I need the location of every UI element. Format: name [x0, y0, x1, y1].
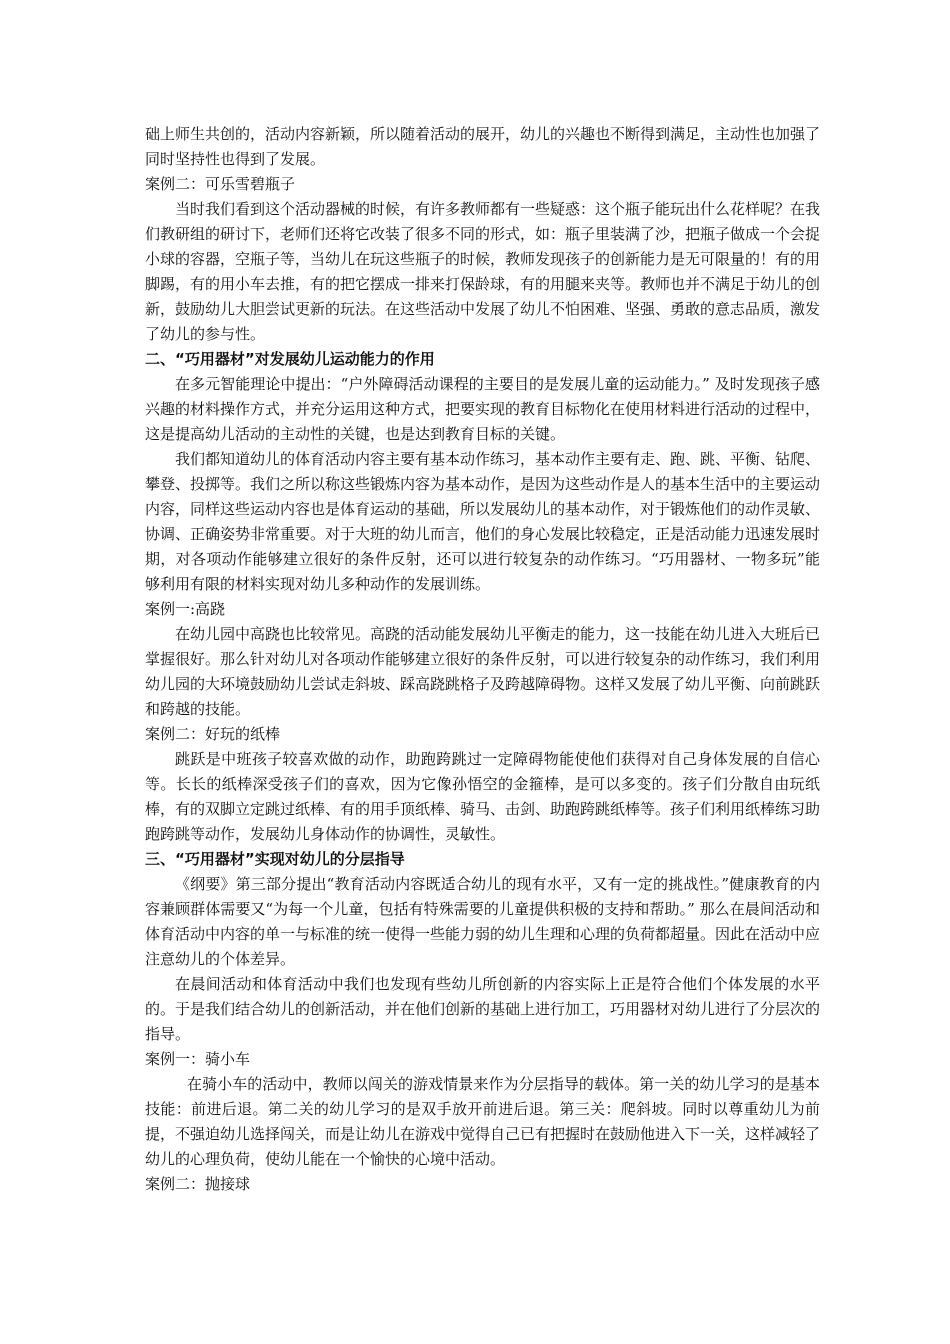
section-heading-3: 三、“巧用器材”实现对幼儿的分层指导 — [145, 850, 405, 868]
paragraph-riding-car: 在骑小车的活动中，教师以闯关的游戏情景来作为分层指导的载体。第一关的幼儿学习的是基本技能：前进后退。第二关的幼儿学习的是双手放开前进后退。第三关：爬斜坡。同时以尊重幼儿为前提，不强迫幼儿选择闯关，而是让幼儿在游戏中觉得自己已有把握时在鼓励他进入下一关，这样减轻了幼儿的心理负荷，使幼儿能在一个愉快的心境中活动。 — [145, 1075, 821, 1168]
case-heading-cola-bottles: 案例二：可乐雪碧瓶子 — [145, 175, 296, 193]
paragraph-intro-continuation: 础上师生共创的，活动内容新颖，所以随着活动的展开，幼儿的兴趣也不断得到满足，主动性也加强了同时坚持性也得到了发展。 — [145, 125, 821, 168]
document-page — [145, 122, 820, 1197]
case-heading-riding-car: 案例一：骑小车 — [145, 1050, 251, 1068]
paragraph-guidelines: 《纲要》第三部分提出“教育活动内容既适合幼儿的现有水平，又有一定的挑战性。”健康教育的内容兼顾群体需要又“为每一个儿童，包括有特殊需要的儿童提供积极的支持和帮助。” 那么在晨间活动和体育活动中内容的单一与标准的统一使得一些能力弱的幼儿生理和心理的负荷都超量。因此在活动中应注意幼儿的个体差异。 — [145, 875, 821, 968]
paragraph-individual-differences: 在晨间活动和体育活动中我们也发现有些幼儿所创新的内容实际上正是符合他们个体发展的水平的。于是我们结合幼儿的创新活动，并在他们创新的基础上进行加工，巧用器材对幼儿进行了分层次的指导。 — [145, 975, 821, 1043]
case-heading-stilts: 案例一:高跷 — [145, 600, 226, 618]
paragraph-basic-movements: 我们都知道幼儿的体育活动内容主要有基本动作练习，基本动作主要有走、跑、跳、平衡、钻爬、攀登、投掷等。我们之所以称这些锻炼内容为基本动作，是因为这些动作是人的基本生活中的主要运动内容，同样这些运动内容也是体育运动的基础，所以发展幼儿的基本动作，对于锻炼他们的动作灵敏、协调、正确姿势非常重要。对于大班的幼儿而言，他们的身心发展比较稳定，正是活动能力迅速发展时期，对各项动作能够建立很好的条件反射，还可以进行较复杂的动作练习。“巧用器材、一物多玩”能够利用有限的材料实现对幼儿多种动作的发展训练。 — [145, 450, 821, 593]
paragraph-paper-stick: 跳跃是中班孩子较喜欢做的动作，助跑跨跳过一定障碍物能使他们获得对自己身体发展的自信心等。长长的纸棒深受孩子们的喜欢，因为它像孙悟空的金箍棒，是可以多变的。孩子们分散自由玩纸棒，有的双脚立定跳过纸棒、有的用手顶纸棒、骑马、击剑、助跑跨跳纸棒等。孩子们利用纸棒练习助跑跨跳等动作，发展幼儿身体动作的协调性，灵敏性。 — [145, 750, 821, 843]
case-heading-catch-ball: 案例二：抛接球 — [145, 1175, 251, 1193]
paragraph-cola-bottles: 当时我们看到这个活动器械的时候，有许多教师都有一些疑惑：这个瓶子能玩出什么花样呢？在我们教研组的研讨下，老师们还将它改装了很多不同的形式，如：瓶子里装满了沙，把瓶子做成一个会捉小球的容器，空瓶子等，当幼儿在玩这些瓶子的时候，教师发现孩子的创新能力是无可限量的！有的用脚踢，有的用小车去推，有的把它摆成一排来打保龄球，有的用腿来夹等。教师也并不满足于幼儿的创新，鼓励幼儿大胆尝试更新的玩法。在这些活动中发展了幼儿不怕困难、坚强、勇敢的意志品质，激发了幼儿的参与性。 — [145, 200, 821, 343]
section-heading-2: 二、“巧用器材”对发展幼儿运动能力的作用 — [145, 350, 435, 368]
paragraph-stilts: 在幼儿园中高跷也比较常见。高跷的活动能发展幼儿平衡走的能力，这一技能在幼儿进入大班后已掌握很好。那么针对幼儿对各项动作能够建立很好的条件反射，可以进行较复杂的动作练习，我们利用幼儿园的大环境鼓励幼儿尝试走斜坡、踩高跷跳格子及跨越障碍物。这样又发展了幼儿平衡、向前跳跃和跨越的技能。 — [145, 625, 821, 718]
case-heading-paper-stick: 案例二：好玩的纸棒 — [145, 725, 281, 743]
paragraph-multiple-intelligences: 在多元智能理论中提出：“户外障碍活动课程的主要目的是发展儿童的运动能力。” 及时发现孩子感兴趣的材料操作方式，并充分运用这种方式，把要实现的教育目标物化在使用材料进行活动的过程中，这是提高幼儿活动的主动性的关键，也是达到教育目标的关键。 — [145, 375, 821, 443]
